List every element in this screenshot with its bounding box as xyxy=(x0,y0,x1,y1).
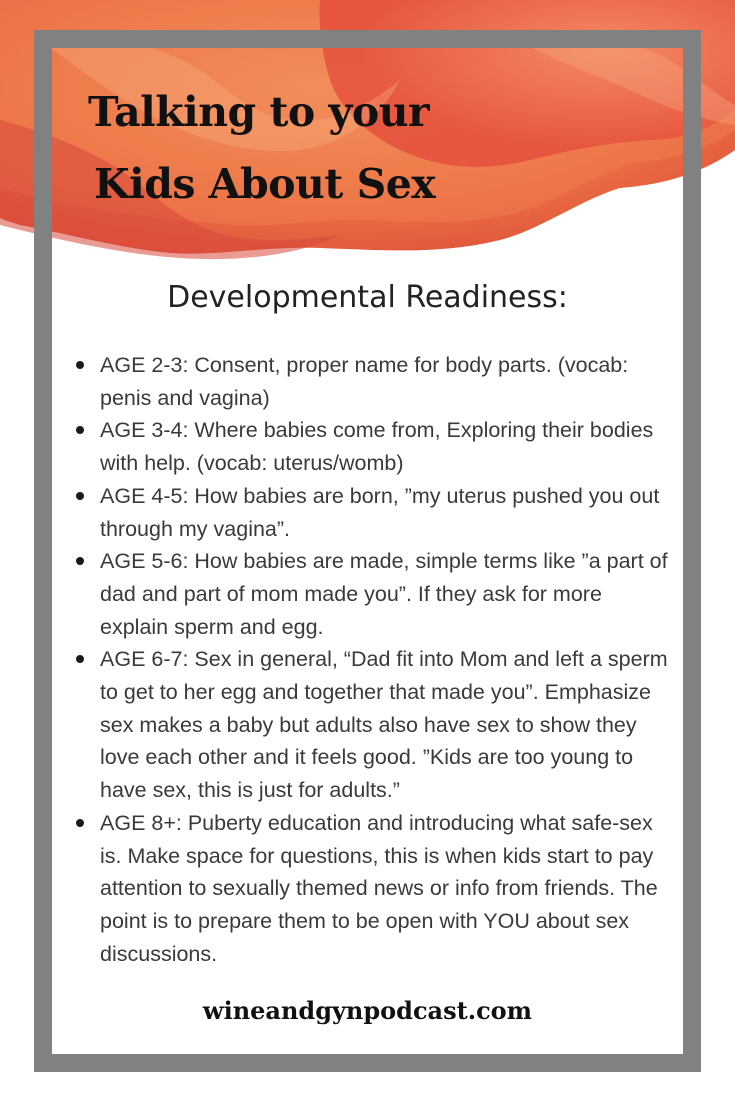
list-item: AGE 2-3: Consent, proper name for body parts. (vocab: penis and vagina) xyxy=(100,349,675,414)
section-heading: Developmental Readiness: xyxy=(167,280,568,315)
list-item: AGE 5-6: How babies are made, simple terms like ”a part of dad and part of mom made you”. If they ask for more explain sperm and egg. xyxy=(100,545,675,643)
website-url: wineandgynpodcast.com xyxy=(202,996,533,1025)
age-list xyxy=(100,349,675,970)
title-line-1: Talking to your xyxy=(88,88,430,136)
list-item: AGE 4-5: How babies are born, ”my uterus pushed you out through my vagina”. xyxy=(100,480,675,545)
title-line-2: Kids About Sex xyxy=(94,160,436,208)
list-item: AGE 6-7: Sex in general, “Dad fit into Mom and left a sperm to get to her egg and together that made you”. Emphasize sex makes a baby but adults also have sex to show they love each other and it feels good. ”Kids are too young to have sex, this is just for adults.” xyxy=(100,643,675,807)
list-item: AGE 3-4: Where babies come from, Exploring their bodies with help. (vocab: uterus/womb) xyxy=(100,414,675,479)
list-item: AGE 8+: Puberty education and introducing what safe-sex is. Make space for questions, this is when kids start to pay attention to sexually themed news or info from friends. The point is to prepare them to be open with YOU about sex discussions. xyxy=(100,807,675,971)
page-title xyxy=(88,76,435,220)
